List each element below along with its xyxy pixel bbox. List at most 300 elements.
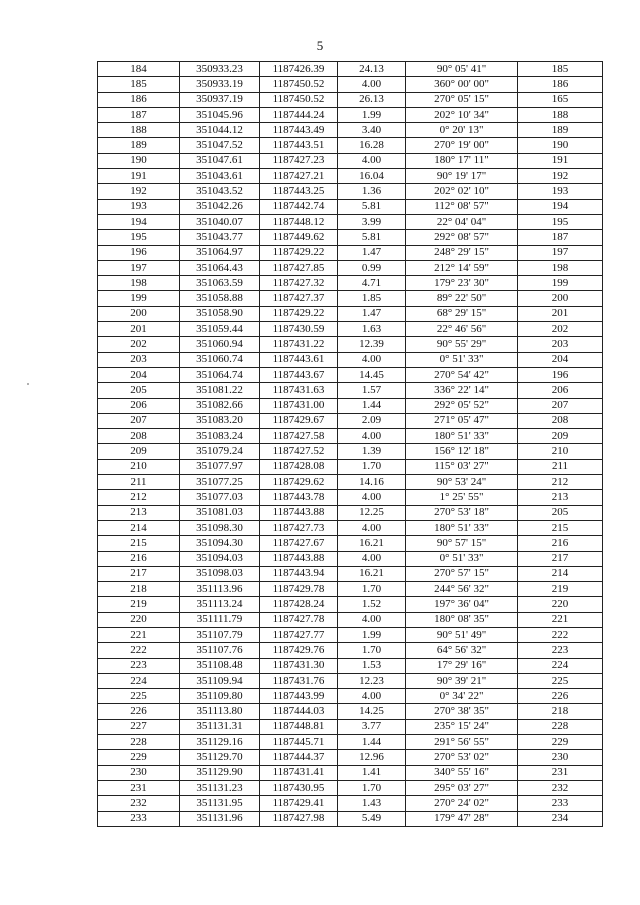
distance-cell: 16.04 xyxy=(338,169,406,184)
bearing-cell: 291° 56' 55" xyxy=(406,735,518,750)
distance-cell: 16.21 xyxy=(338,536,406,551)
y-coordinate-cell: 1187426.39 xyxy=(260,62,338,77)
point-number-cell: 212 xyxy=(98,490,180,505)
bearing-cell: 90° 51' 49" xyxy=(406,627,518,642)
table-row xyxy=(98,505,603,520)
point-number-cell: 216 xyxy=(98,551,180,566)
distance-cell: 1.70 xyxy=(338,582,406,597)
next-point-cell: 220 xyxy=(518,597,603,612)
table-row xyxy=(98,658,603,673)
bearing-cell: 90° 53' 24" xyxy=(406,475,518,490)
bearing-cell: 0° 34' 22" xyxy=(406,689,518,704)
y-coordinate-cell: 1187450.52 xyxy=(260,77,338,92)
next-point-cell: 191 xyxy=(518,153,603,168)
x-coordinate-cell: 351064.43 xyxy=(180,260,260,275)
x-coordinate-cell: 351098.03 xyxy=(180,566,260,581)
point-number-cell: 222 xyxy=(98,643,180,658)
next-point-cell: 209 xyxy=(518,429,603,444)
bearing-cell: 270° 53' 02" xyxy=(406,750,518,765)
distance-cell: 14.25 xyxy=(338,704,406,719)
coordinates-table xyxy=(97,61,603,827)
distance-cell: 0.99 xyxy=(338,260,406,275)
point-number-cell: 200 xyxy=(98,306,180,321)
x-coordinate-cell: 351063.59 xyxy=(180,276,260,291)
table-row xyxy=(98,291,603,306)
bearing-cell: 90° 39' 21" xyxy=(406,673,518,688)
y-coordinate-cell: 1187431.41 xyxy=(260,765,338,780)
bearing-cell: 90° 55' 29" xyxy=(406,337,518,352)
next-point-cell: 232 xyxy=(518,780,603,795)
bearing-cell: 292° 05' 52" xyxy=(406,398,518,413)
x-coordinate-cell: 351129.16 xyxy=(180,735,260,750)
next-point-cell: 224 xyxy=(518,658,603,673)
x-coordinate-cell: 351043.52 xyxy=(180,184,260,199)
point-number-cell: 184 xyxy=(98,62,180,77)
point-number-cell: 209 xyxy=(98,444,180,459)
bearing-cell: 270° 53' 18" xyxy=(406,505,518,520)
point-number-cell: 204 xyxy=(98,367,180,382)
distance-cell: 1.36 xyxy=(338,184,406,199)
point-number-cell: 193 xyxy=(98,199,180,214)
y-coordinate-cell: 1187427.98 xyxy=(260,811,338,826)
y-coordinate-cell: 1187444.37 xyxy=(260,750,338,765)
table-row xyxy=(98,643,603,658)
y-coordinate-cell: 1187427.23 xyxy=(260,153,338,168)
next-point-cell: 222 xyxy=(518,627,603,642)
y-coordinate-cell: 1187427.32 xyxy=(260,276,338,291)
next-point-cell: 230 xyxy=(518,750,603,765)
distance-cell: 1.47 xyxy=(338,306,406,321)
next-point-cell: 165 xyxy=(518,92,603,107)
distance-cell: 1.70 xyxy=(338,459,406,474)
point-number-cell: 227 xyxy=(98,719,180,734)
bearing-cell: 90° 57' 15" xyxy=(406,536,518,551)
table-row xyxy=(98,230,603,245)
bearing-cell: 270° 19' 00" xyxy=(406,138,518,153)
table-row xyxy=(98,765,603,780)
next-point-cell: 211 xyxy=(518,459,603,474)
bearing-cell: 270° 57' 15" xyxy=(406,566,518,581)
y-coordinate-cell: 1187431.30 xyxy=(260,658,338,673)
point-number-cell: 215 xyxy=(98,536,180,551)
table-row xyxy=(98,383,603,398)
point-number-cell: 197 xyxy=(98,260,180,275)
next-point-cell: 193 xyxy=(518,184,603,199)
table-row xyxy=(98,689,603,704)
point-number-cell: 224 xyxy=(98,673,180,688)
distance-cell: 16.28 xyxy=(338,138,406,153)
distance-cell: 1.44 xyxy=(338,398,406,413)
distance-cell: 24.13 xyxy=(338,62,406,77)
point-number-cell: 210 xyxy=(98,459,180,474)
bearing-cell: 0° 51' 33" xyxy=(406,551,518,566)
distance-cell: 16.21 xyxy=(338,566,406,581)
point-number-cell: 196 xyxy=(98,245,180,260)
table-row xyxy=(98,260,603,275)
next-point-cell: 197 xyxy=(518,245,603,260)
x-coordinate-cell: 351059.44 xyxy=(180,322,260,337)
distance-cell: 5.81 xyxy=(338,230,406,245)
distance-cell: 4.00 xyxy=(338,153,406,168)
point-number-cell: 195 xyxy=(98,230,180,245)
distance-cell: 3.99 xyxy=(338,214,406,229)
point-number-cell: 220 xyxy=(98,612,180,627)
next-point-cell: 217 xyxy=(518,551,603,566)
table-row xyxy=(98,597,603,612)
y-coordinate-cell: 1187429.62 xyxy=(260,475,338,490)
bearing-cell: 180° 51' 33" xyxy=(406,429,518,444)
bearing-cell: 270° 05' 15" xyxy=(406,92,518,107)
y-coordinate-cell: 1187427.58 xyxy=(260,429,338,444)
point-number-cell: 232 xyxy=(98,796,180,811)
point-number-cell: 226 xyxy=(98,704,180,719)
distance-cell: 12.96 xyxy=(338,750,406,765)
x-coordinate-cell: 351043.61 xyxy=(180,169,260,184)
x-coordinate-cell: 351043.77 xyxy=(180,230,260,245)
x-coordinate-cell: 350937.19 xyxy=(180,92,260,107)
next-point-cell: 206 xyxy=(518,383,603,398)
x-coordinate-cell: 351077.97 xyxy=(180,459,260,474)
point-number-cell: 219 xyxy=(98,597,180,612)
distance-cell: 14.45 xyxy=(338,367,406,382)
x-coordinate-cell: 351077.25 xyxy=(180,475,260,490)
next-point-cell: 221 xyxy=(518,612,603,627)
next-point-cell: 190 xyxy=(518,138,603,153)
next-point-cell: 216 xyxy=(518,536,603,551)
point-number-cell: 202 xyxy=(98,337,180,352)
y-coordinate-cell: 1187429.78 xyxy=(260,582,338,597)
x-coordinate-cell: 351079.24 xyxy=(180,444,260,459)
y-coordinate-cell: 1187450.52 xyxy=(260,92,338,107)
bearing-cell: 360° 00' 00" xyxy=(406,77,518,92)
point-number-cell: 187 xyxy=(98,107,180,122)
coordinates-table-body xyxy=(98,62,603,827)
distance-cell: 12.23 xyxy=(338,673,406,688)
distance-cell: 1.99 xyxy=(338,107,406,122)
point-number-cell: 228 xyxy=(98,735,180,750)
x-coordinate-cell: 351040.07 xyxy=(180,214,260,229)
x-coordinate-cell: 351113.24 xyxy=(180,597,260,612)
y-coordinate-cell: 1187443.99 xyxy=(260,689,338,704)
bearing-cell: 115° 03' 27" xyxy=(406,459,518,474)
bearing-cell: 156° 12' 18" xyxy=(406,444,518,459)
point-number-cell: 218 xyxy=(98,582,180,597)
y-coordinate-cell: 1187427.67 xyxy=(260,536,338,551)
distance-cell: 12.39 xyxy=(338,337,406,352)
y-coordinate-cell: 1187443.51 xyxy=(260,138,338,153)
y-coordinate-cell: 1187427.37 xyxy=(260,291,338,306)
next-point-cell: 196 xyxy=(518,367,603,382)
next-point-cell: 187 xyxy=(518,230,603,245)
x-coordinate-cell: 351058.88 xyxy=(180,291,260,306)
x-coordinate-cell: 351107.76 xyxy=(180,643,260,658)
distance-cell: 1.57 xyxy=(338,383,406,398)
next-point-cell: 192 xyxy=(518,169,603,184)
table-row xyxy=(98,582,603,597)
next-point-cell: 194 xyxy=(518,199,603,214)
scan-speck xyxy=(27,383,29,385)
point-number-cell: 213 xyxy=(98,505,180,520)
next-point-cell: 195 xyxy=(518,214,603,229)
x-coordinate-cell: 351045.96 xyxy=(180,107,260,122)
y-coordinate-cell: 1187431.76 xyxy=(260,673,338,688)
x-coordinate-cell: 351094.03 xyxy=(180,551,260,566)
distance-cell: 4.00 xyxy=(338,77,406,92)
table-row xyxy=(98,92,603,107)
point-number-cell: 221 xyxy=(98,627,180,642)
y-coordinate-cell: 1187444.03 xyxy=(260,704,338,719)
point-number-cell: 233 xyxy=(98,811,180,826)
distance-cell: 1.70 xyxy=(338,780,406,795)
distance-cell: 4.00 xyxy=(338,689,406,704)
y-coordinate-cell: 1187442.74 xyxy=(260,199,338,214)
distance-cell: 5.49 xyxy=(338,811,406,826)
table-row xyxy=(98,551,603,566)
x-coordinate-cell: 351111.79 xyxy=(180,612,260,627)
table-row xyxy=(98,704,603,719)
next-point-cell: 207 xyxy=(518,398,603,413)
table-row xyxy=(98,337,603,352)
table-row xyxy=(98,429,603,444)
point-number-cell: 194 xyxy=(98,214,180,229)
next-point-cell: 198 xyxy=(518,260,603,275)
y-coordinate-cell: 1187427.78 xyxy=(260,612,338,627)
distance-cell: 5.81 xyxy=(338,199,406,214)
x-coordinate-cell: 351094.30 xyxy=(180,536,260,551)
distance-cell: 4.00 xyxy=(338,520,406,535)
point-number-cell: 223 xyxy=(98,658,180,673)
y-coordinate-cell: 1187431.22 xyxy=(260,337,338,352)
bearing-cell: 180° 08' 35" xyxy=(406,612,518,627)
bearing-cell: 270° 24' 02" xyxy=(406,796,518,811)
distance-cell: 1.44 xyxy=(338,735,406,750)
table-row xyxy=(98,566,603,581)
next-point-cell: 203 xyxy=(518,337,603,352)
bearing-cell: 64° 56' 32" xyxy=(406,643,518,658)
y-coordinate-cell: 1187427.73 xyxy=(260,520,338,535)
y-coordinate-cell: 1187429.22 xyxy=(260,306,338,321)
y-coordinate-cell: 1187427.52 xyxy=(260,444,338,459)
next-point-cell: 218 xyxy=(518,704,603,719)
distance-cell: 1.70 xyxy=(338,643,406,658)
table-row xyxy=(98,62,603,77)
x-coordinate-cell: 351064.74 xyxy=(180,367,260,382)
point-number-cell: 190 xyxy=(98,153,180,168)
x-coordinate-cell: 351129.90 xyxy=(180,765,260,780)
bearing-cell: 336° 22' 14" xyxy=(406,383,518,398)
table-row xyxy=(98,719,603,734)
point-number-cell: 185 xyxy=(98,77,180,92)
y-coordinate-cell: 1187429.67 xyxy=(260,413,338,428)
distance-cell: 1.53 xyxy=(338,658,406,673)
table-row xyxy=(98,153,603,168)
distance-cell: 1.41 xyxy=(338,765,406,780)
point-number-cell: 208 xyxy=(98,429,180,444)
bearing-cell: 292° 08' 57" xyxy=(406,230,518,245)
bearing-cell: 179° 23' 30" xyxy=(406,276,518,291)
x-coordinate-cell: 351107.79 xyxy=(180,627,260,642)
x-coordinate-cell: 351109.94 xyxy=(180,673,260,688)
bearing-cell: 270° 54' 42" xyxy=(406,367,518,382)
x-coordinate-cell: 351044.12 xyxy=(180,123,260,138)
x-coordinate-cell: 350933.23 xyxy=(180,62,260,77)
x-coordinate-cell: 351131.23 xyxy=(180,780,260,795)
distance-cell: 1.43 xyxy=(338,796,406,811)
y-coordinate-cell: 1187427.77 xyxy=(260,627,338,642)
x-coordinate-cell: 351077.03 xyxy=(180,490,260,505)
point-number-cell: 199 xyxy=(98,291,180,306)
next-point-cell: 228 xyxy=(518,719,603,734)
bearing-cell: 17° 29' 16" xyxy=(406,658,518,673)
point-number-cell: 205 xyxy=(98,383,180,398)
point-number-cell: 231 xyxy=(98,780,180,795)
distance-cell: 2.09 xyxy=(338,413,406,428)
next-point-cell: 208 xyxy=(518,413,603,428)
table-row xyxy=(98,750,603,765)
table-row xyxy=(98,796,603,811)
distance-cell: 4.00 xyxy=(338,490,406,505)
point-number-cell: 203 xyxy=(98,352,180,367)
point-number-cell: 189 xyxy=(98,138,180,153)
next-point-cell: 212 xyxy=(518,475,603,490)
x-coordinate-cell: 351047.61 xyxy=(180,153,260,168)
bearing-cell: 244° 56' 32" xyxy=(406,582,518,597)
point-number-cell: 217 xyxy=(98,566,180,581)
y-coordinate-cell: 1187430.59 xyxy=(260,322,338,337)
table-row xyxy=(98,735,603,750)
table-row xyxy=(98,673,603,688)
table-row xyxy=(98,276,603,291)
y-coordinate-cell: 1187429.41 xyxy=(260,796,338,811)
table-row xyxy=(98,245,603,260)
bearing-cell: 22° 46' 56" xyxy=(406,322,518,337)
table-row xyxy=(98,107,603,122)
next-point-cell: 188 xyxy=(518,107,603,122)
point-number-cell: 206 xyxy=(98,398,180,413)
x-coordinate-cell: 351083.20 xyxy=(180,413,260,428)
bearing-cell: 90° 19' 17" xyxy=(406,169,518,184)
x-coordinate-cell: 351064.97 xyxy=(180,245,260,260)
table-row xyxy=(98,780,603,795)
bearing-cell: 179° 47' 28" xyxy=(406,811,518,826)
table-row xyxy=(98,169,603,184)
x-coordinate-cell: 351131.95 xyxy=(180,796,260,811)
distance-cell: 4.00 xyxy=(338,612,406,627)
bearing-cell: 180° 17' 11" xyxy=(406,153,518,168)
next-point-cell: 226 xyxy=(518,689,603,704)
x-coordinate-cell: 351113.80 xyxy=(180,704,260,719)
distance-cell: 4.00 xyxy=(338,429,406,444)
y-coordinate-cell: 1187443.61 xyxy=(260,352,338,367)
y-coordinate-cell: 1187443.94 xyxy=(260,566,338,581)
next-point-cell: 229 xyxy=(518,735,603,750)
distance-cell: 1.63 xyxy=(338,322,406,337)
point-number-cell: 191 xyxy=(98,169,180,184)
y-coordinate-cell: 1187443.25 xyxy=(260,184,338,199)
table-row xyxy=(98,306,603,321)
x-coordinate-cell: 351108.48 xyxy=(180,658,260,673)
y-coordinate-cell: 1187443.78 xyxy=(260,490,338,505)
table-row xyxy=(98,459,603,474)
x-coordinate-cell: 350933.19 xyxy=(180,77,260,92)
point-number-cell: 225 xyxy=(98,689,180,704)
next-point-cell: 205 xyxy=(518,505,603,520)
next-point-cell: 233 xyxy=(518,796,603,811)
x-coordinate-cell: 351109.80 xyxy=(180,689,260,704)
y-coordinate-cell: 1187445.71 xyxy=(260,735,338,750)
y-coordinate-cell: 1187429.76 xyxy=(260,643,338,658)
distance-cell: 1.47 xyxy=(338,245,406,260)
table-row xyxy=(98,123,603,138)
bearing-cell: 112° 08' 57" xyxy=(406,199,518,214)
distance-cell: 3.40 xyxy=(338,123,406,138)
bearing-cell: 90° 05' 41" xyxy=(406,62,518,77)
distance-cell: 12.25 xyxy=(338,505,406,520)
next-point-cell: 189 xyxy=(518,123,603,138)
y-coordinate-cell: 1187430.95 xyxy=(260,780,338,795)
distance-cell: 14.16 xyxy=(338,475,406,490)
y-coordinate-cell: 1187427.85 xyxy=(260,260,338,275)
next-point-cell: 223 xyxy=(518,643,603,658)
table-row xyxy=(98,490,603,505)
bearing-cell: 235° 15' 24" xyxy=(406,719,518,734)
y-coordinate-cell: 1187443.49 xyxy=(260,123,338,138)
y-coordinate-cell: 1187431.00 xyxy=(260,398,338,413)
bearing-cell: 295° 03' 27" xyxy=(406,780,518,795)
next-point-cell: 204 xyxy=(518,352,603,367)
distance-cell: 1.39 xyxy=(338,444,406,459)
x-coordinate-cell: 351129.70 xyxy=(180,750,260,765)
x-coordinate-cell: 351113.96 xyxy=(180,582,260,597)
distance-cell: 1.52 xyxy=(338,597,406,612)
x-coordinate-cell: 351058.90 xyxy=(180,306,260,321)
point-number-cell: 198 xyxy=(98,276,180,291)
table-row xyxy=(98,77,603,92)
point-number-cell: 207 xyxy=(98,413,180,428)
bearing-cell: 22° 04' 04" xyxy=(406,214,518,229)
table-row xyxy=(98,322,603,337)
bearing-cell: 197° 36' 04" xyxy=(406,597,518,612)
x-coordinate-cell: 351081.03 xyxy=(180,505,260,520)
next-point-cell: 214 xyxy=(518,566,603,581)
bearing-cell: 202° 10' 34" xyxy=(406,107,518,122)
x-coordinate-cell: 351083.24 xyxy=(180,429,260,444)
page-number: 5 xyxy=(316,38,324,53)
next-point-cell: 186 xyxy=(518,77,603,92)
table-row xyxy=(98,413,603,428)
table-row xyxy=(98,444,603,459)
y-coordinate-cell: 1187427.21 xyxy=(260,169,338,184)
y-coordinate-cell: 1187428.24 xyxy=(260,597,338,612)
x-coordinate-cell: 351081.22 xyxy=(180,383,260,398)
next-point-cell: 215 xyxy=(518,520,603,535)
point-number-cell: 214 xyxy=(98,520,180,535)
bearing-cell: 1° 25' 55" xyxy=(406,490,518,505)
next-point-cell: 219 xyxy=(518,582,603,597)
point-number-cell: 230 xyxy=(98,765,180,780)
bearing-cell: 212° 14' 59" xyxy=(406,260,518,275)
y-coordinate-cell: 1187449.62 xyxy=(260,230,338,245)
y-coordinate-cell: 1187431.63 xyxy=(260,383,338,398)
bearing-cell: 340° 55' 16" xyxy=(406,765,518,780)
x-coordinate-cell: 351047.52 xyxy=(180,138,260,153)
point-number-cell: 229 xyxy=(98,750,180,765)
x-coordinate-cell: 351060.94 xyxy=(180,337,260,352)
table-row xyxy=(98,612,603,627)
distance-cell: 1.99 xyxy=(338,627,406,642)
next-point-cell: 185 xyxy=(518,62,603,77)
table-row xyxy=(98,367,603,382)
